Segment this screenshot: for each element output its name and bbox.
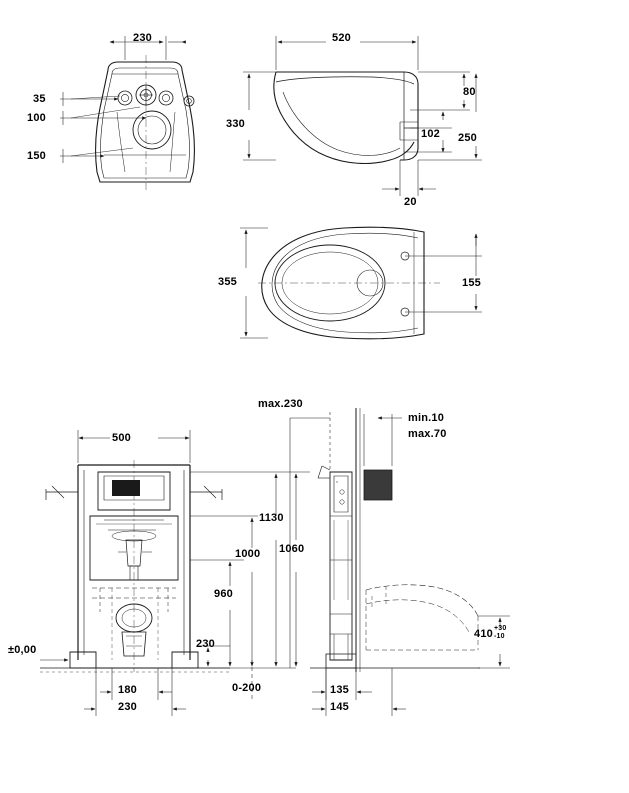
dim-frame-0-200: 0-200 [232, 682, 262, 694]
dim-fs-410-value: 410 [474, 628, 493, 640]
dim-frame-230-bottom: 230 [118, 701, 137, 713]
dim-side-80: 80 [463, 86, 476, 98]
dim-frame-230-inner: 230 [196, 638, 215, 650]
dim-fs-max70: max.70 [408, 428, 447, 440]
dim-top-355: 355 [218, 276, 237, 288]
dim-fs-410-tolerance-upper: +30 [493, 625, 507, 632]
dim-side-330: 330 [226, 118, 245, 130]
dim-fs-145: 145 [330, 701, 349, 713]
dim-fs-410-tolerance [493, 625, 509, 640]
side-view-dimensions [243, 36, 482, 196]
dim-fs-1060: 1060 [279, 543, 305, 555]
frame-side-dimensions [282, 412, 510, 716]
dim-side-250: 250 [458, 132, 477, 144]
dim-top-155: 155 [462, 277, 481, 289]
dim-frame-500: 500 [112, 432, 131, 444]
dim-fs-max230: max.230 [258, 398, 303, 410]
dim-fs-135: 135 [330, 684, 349, 696]
dim-fs-410 [474, 625, 509, 640]
frame-side-geometry [310, 408, 480, 672]
dim-front-100: 100 [27, 112, 46, 124]
dim-side-20: 20 [404, 196, 417, 208]
dim-front-150: 150 [27, 150, 46, 162]
dim-frame-zero: ±0,00 [8, 644, 37, 656]
dim-frame-960: 960 [214, 588, 233, 600]
front-view-geometry [96, 62, 195, 182]
dim-front-35: 35 [33, 93, 46, 105]
front-view-dimensions [60, 36, 182, 190]
dim-frame-1130: 1130 [259, 512, 284, 524]
dim-frame-180: 180 [118, 684, 137, 696]
dim-front-230: 230 [133, 32, 152, 44]
dim-side-520: 520 [332, 32, 351, 44]
dim-frame-1000: 1000 [235, 548, 261, 560]
plan-view-geometry [258, 227, 440, 339]
dim-side-102: 102 [421, 128, 440, 140]
dim-fs-min10: min.10 [408, 412, 445, 424]
side-view-geometry [274, 72, 418, 163]
dim-fs-410-tolerance-lower: -10 [493, 633, 505, 640]
